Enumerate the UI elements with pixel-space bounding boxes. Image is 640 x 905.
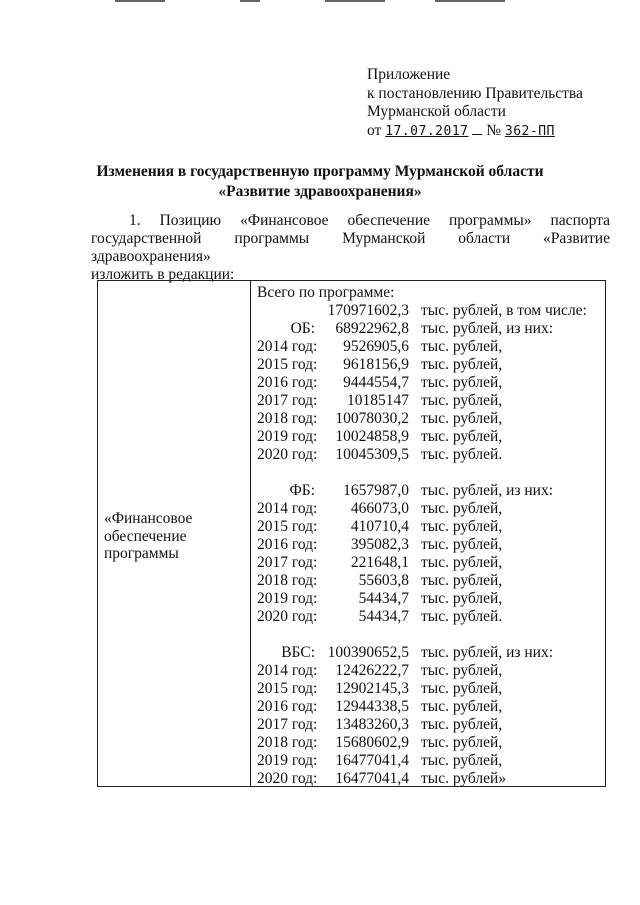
year-row [257, 356, 602, 374]
year-unit: тыс. рублей, [421, 698, 503, 715]
year-row [257, 716, 602, 734]
group-value: 1657987,0 [343, 482, 409, 499]
year-row [257, 374, 602, 392]
group-total-row [257, 644, 602, 662]
group-unit: тыс. рублей, из них: [421, 482, 554, 499]
year-row [257, 572, 602, 590]
year-label: 2018 год: [257, 734, 318, 751]
total-unit: тыс. рублей, в том числе: [421, 302, 587, 319]
year-label: 2018 год: [257, 410, 318, 427]
paragraph-line-3: изложить в редакции: [91, 266, 235, 283]
year-row [257, 770, 602, 788]
paragraph-line-2: государственной программы Мурманской области «Развитие здравоохранения» [91, 230, 610, 265]
year-value: 12944338,5 [335, 698, 409, 715]
financing-values-cell [257, 284, 602, 788]
year-unit: тыс. рублей, [421, 680, 503, 697]
annex-date-line [367, 122, 583, 142]
year-value: 10024858,9 [335, 428, 409, 445]
year-unit: тыс. рублей, [421, 428, 503, 445]
year-label: 2015 год: [257, 680, 318, 697]
year-row [257, 500, 602, 518]
year-value: 16477041,4 [335, 770, 409, 787]
year-label: 2014 год: [257, 662, 318, 679]
financing-label-cell [104, 510, 244, 563]
year-row [257, 662, 602, 680]
year-label: 2019 год: [257, 428, 318, 445]
year-unit: тыс. рублей, [421, 410, 503, 427]
year-row [257, 392, 602, 410]
year-unit: тыс. рублей, [421, 554, 503, 571]
year-row [257, 698, 602, 716]
year-label: 2016 год: [257, 374, 318, 391]
year-unit: тыс. рублей, [421, 392, 503, 409]
year-value: 12426222,7 [335, 662, 409, 679]
year-label: 2020 год: [257, 608, 318, 625]
year-value: 10045309,5 [335, 446, 409, 463]
year-label: 2015 год: [257, 356, 318, 373]
year-row [257, 752, 602, 770]
handwritten-number: 362-ПП [504, 123, 555, 139]
year-label: 2017 год: [257, 392, 318, 409]
year-row [257, 410, 602, 428]
year-row [257, 590, 602, 608]
year-unit: тыс. рублей, [421, 752, 503, 769]
year-unit: тыс. рублей, [421, 572, 503, 589]
group-total-row [257, 482, 602, 500]
year-value: 410710,4 [350, 518, 409, 535]
label-line: обеспечение [104, 527, 187, 545]
year-label: 2018 год: [257, 572, 318, 589]
year-row [257, 554, 602, 572]
year-row [257, 338, 602, 356]
date-prefix: от [367, 121, 382, 139]
scan-edge-marks [105, 0, 525, 3]
year-label: 2014 год: [257, 500, 318, 517]
year-unit: тыс. рублей, [421, 374, 503, 391]
group-unit: тыс. рублей, из них: [421, 644, 554, 661]
year-label: 2015 год: [257, 518, 318, 535]
year-unit: тыс. рублей. [421, 608, 503, 625]
year-label: 2020 год: [257, 446, 318, 463]
year-value: 54434,7 [358, 608, 409, 625]
financing-table [97, 280, 606, 787]
group-spacer [257, 464, 602, 482]
total-label: Всего по программе: [257, 284, 395, 301]
year-value: 395082,3 [350, 536, 409, 553]
year-unit: тыс. рублей, [421, 500, 503, 517]
year-label: 2016 год: [257, 536, 318, 553]
total-value: 170971602,3 [327, 302, 409, 319]
total-row [257, 302, 602, 320]
year-row [257, 446, 602, 464]
year-value: 16477041,4 [335, 752, 409, 769]
year-value: 9526905,6 [343, 338, 409, 355]
label-line: «Финансовое [104, 510, 193, 527]
label-line: программы [104, 545, 179, 562]
year-unit: тыс. рублей, [421, 716, 503, 733]
year-value: 9618156,9 [343, 356, 409, 373]
year-value: 15680602,9 [335, 734, 409, 751]
group-unit: тыс. рублей, из них: [421, 320, 554, 337]
year-row [257, 536, 602, 554]
year-unit: тыс. рублей, [421, 536, 503, 553]
year-value: 12902145,3 [335, 680, 409, 697]
year-unit: тыс. рублей, [421, 590, 503, 607]
year-unit: тыс. рублей, [421, 734, 503, 751]
annex-line: Мурманской области [367, 103, 506, 120]
annex-line: к постановлению Правительства [367, 84, 583, 102]
instruction-paragraph [91, 212, 610, 284]
year-value: 9444554,7 [343, 374, 409, 391]
group-total-row [257, 320, 602, 338]
year-value: 221648,1 [350, 554, 409, 571]
group-label: ФБ: [289, 482, 315, 499]
paragraph-line-1: 1. Позицию «Финансовое обеспечение программы» паспорта [129, 212, 610, 229]
annex-line: Приложение [367, 66, 451, 83]
year-label: 2020 год: [257, 770, 318, 787]
year-unit: тыс. рублей, [421, 662, 503, 679]
year-label: 2014 год: [257, 338, 318, 355]
year-value: 466073,0 [350, 500, 409, 517]
title-line-2: «Развитие здравоохранения» [218, 183, 422, 200]
year-value: 10078030,2 [335, 410, 409, 427]
year-row [257, 734, 602, 752]
year-value: 10185147 [347, 392, 409, 409]
year-label: 2017 год: [257, 716, 318, 733]
year-label: 2019 год: [257, 752, 318, 769]
group-label: ОБ: [290, 320, 315, 337]
group-spacer [257, 626, 602, 644]
year-label: 2017 год: [257, 554, 318, 571]
annex-header [367, 66, 583, 141]
year-label: 2016 год: [257, 698, 318, 715]
year-unit: тыс. рублей» [421, 770, 507, 787]
column-divider [250, 281, 251, 786]
group-label: ВБС: [281, 644, 315, 661]
year-value: 55603,8 [358, 572, 409, 589]
handwritten-date: 17.07.2017 [385, 123, 469, 139]
year-unit: тыс. рублей, [421, 338, 503, 355]
year-unit: тыс. рублей, [421, 518, 503, 535]
year-unit: тыс. рублей, [421, 356, 503, 373]
title-line-1: Изменения в государственную программу Мурманской области [96, 163, 544, 180]
group-value: 68922962,8 [335, 320, 409, 337]
year-value: 13483260,3 [335, 716, 409, 733]
year-row [257, 680, 602, 698]
funding-groups [257, 320, 602, 788]
year-value: 54434,7 [358, 590, 409, 607]
number-prefix: № [486, 121, 502, 139]
group-value: 100390652,5 [327, 644, 409, 661]
year-row [257, 608, 602, 626]
year-label: 2019 год: [257, 590, 318, 607]
year-row [257, 518, 602, 536]
year-row [257, 428, 602, 446]
document-title [0, 162, 640, 202]
year-unit: тыс. рублей. [421, 446, 503, 463]
